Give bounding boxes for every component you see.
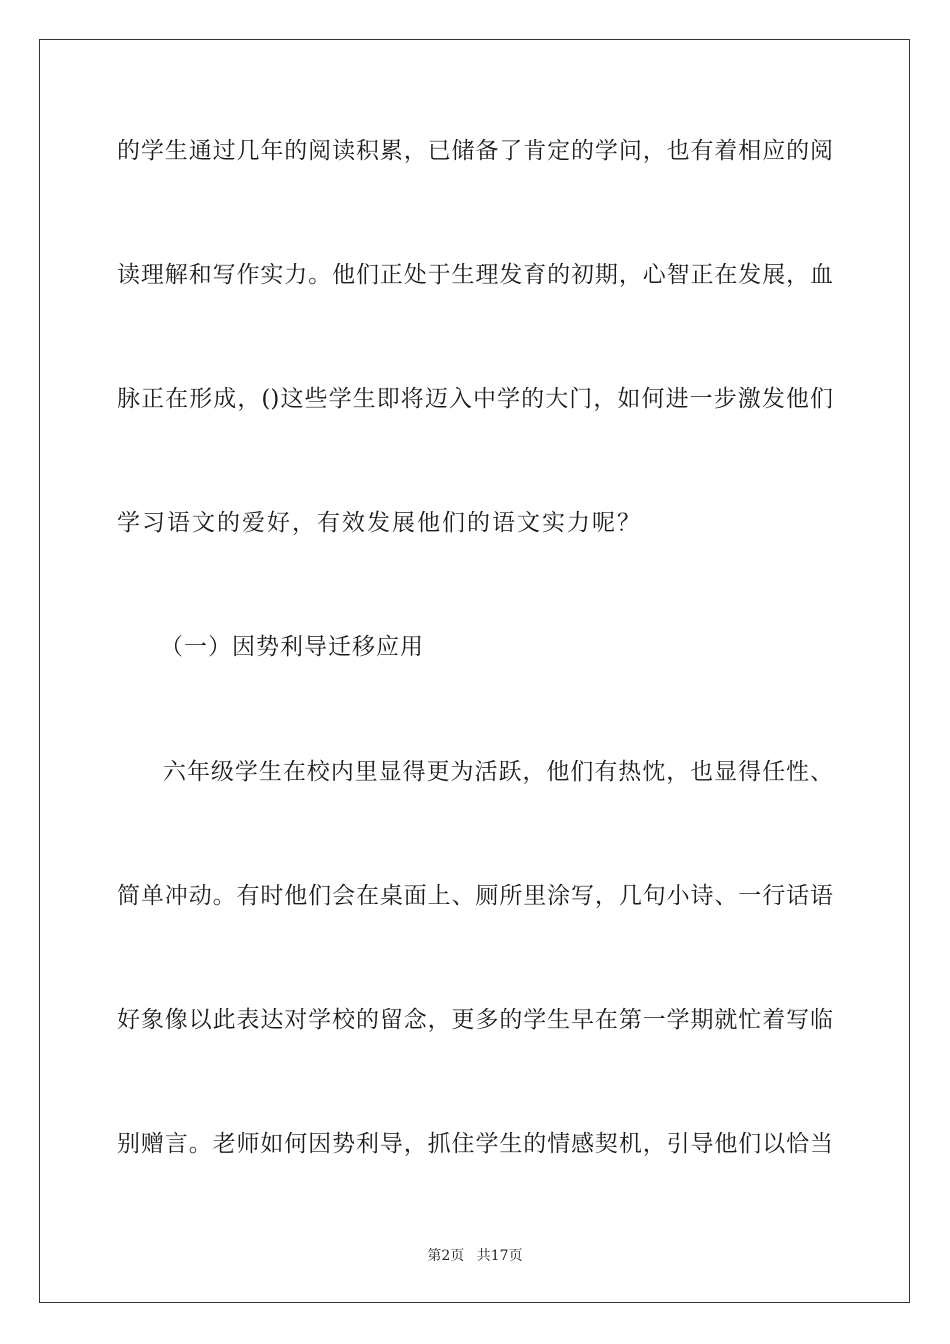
- total-pages: 共17页: [476, 1248, 523, 1264]
- body-line-9: 别赠言。老师如何因势利导，抓住学生的情感契机，引导他们以恰当: [117, 1131, 833, 1157]
- body-line-3: 脉正在形成，()这些学生即将迈入中学的大门，如何进一步激发他们: [117, 386, 833, 412]
- body-line-8: 好象像以此表达对学校的留念，更多的学生早在第一学期就忙着写临: [117, 1007, 833, 1033]
- page-border: [39, 39, 910, 1303]
- body-line-4: 学习语文的爱好，有效发展他们的语文实力呢？: [117, 510, 642, 536]
- section-heading: （一）因势利导迁移应用: [160, 634, 424, 660]
- page-footer: [0, 1247, 950, 1265]
- page-number: 第2页: [427, 1248, 465, 1264]
- body-line-1: 的学生通过几年的阅读积累，已储备了肯定的学问，也有着相应的阅: [117, 138, 833, 164]
- body-line-6: 六年级学生在校内里显得更为活跃，他们有热忱，也显得任性、: [163, 759, 833, 785]
- body-line-2: 读理解和写作实力。他们正处于生理发育的初期，心智正在发展，血: [117, 262, 833, 288]
- body-line-7: 简单冲动。有时他们会在桌面上、厕所里涂写，几句小诗、一行话语: [117, 883, 833, 909]
